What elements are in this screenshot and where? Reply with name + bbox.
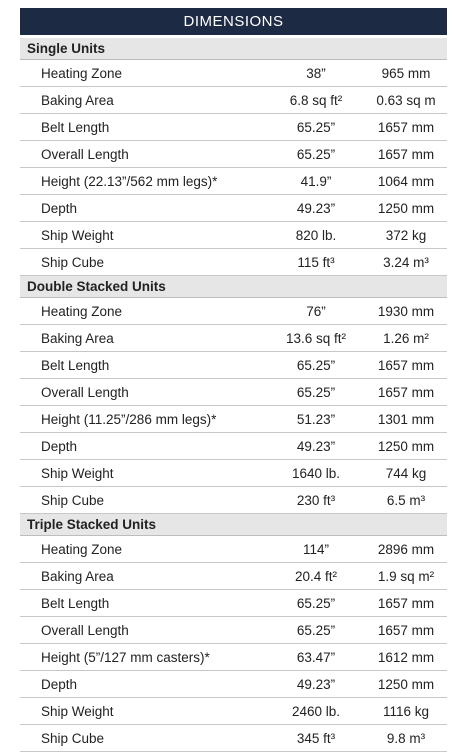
section-heading: Single Units [20,38,447,60]
row-label: Depth [41,439,78,454]
table-row [20,563,447,590]
table-row [20,725,447,752]
table-row [20,590,447,617]
imperial-value: 65.25” [296,623,336,638]
row-label: Baking Area [41,93,114,108]
section-heading: Triple Stacked Units [20,514,447,536]
imperial-value: 49.23” [296,677,336,692]
metric-value: 1657 mm [377,385,435,400]
metric-value: 1116 kg [382,704,430,719]
metric-value: 965 mm [381,66,431,81]
row-label: Height (22.13”/562 mm legs)* [41,174,218,189]
table-row [20,671,447,698]
row-label: Height (11.25”/286 mm legs)* [41,412,217,427]
table-row [20,222,447,249]
table-title: DIMENSIONS [20,8,447,35]
row-label: Overall Length [41,623,129,638]
metric-value: 1.9 sq m² [377,569,435,584]
metric-value: 1.26 m² [383,331,429,346]
table-row [20,249,447,276]
row-label: Height (5”/127 mm casters)* [41,650,210,665]
imperial-value: 1640 lb. [291,466,341,481]
table-row [20,406,447,433]
table-row [20,433,447,460]
table-row [20,195,447,222]
row-label: Overall Length [41,385,129,400]
metric-value: 2896 mm [377,542,435,557]
table-row [20,379,447,406]
row-label: Ship Cube [41,493,105,508]
imperial-value: 38” [306,66,326,81]
metric-value: 1657 mm [377,623,435,638]
row-label: Belt Length [41,120,110,135]
metric-value: 6.5 m³ [386,493,426,508]
row-label: Heating Zone [41,66,123,81]
imperial-value: 820 lb. [295,228,337,243]
table-row [20,60,447,87]
imperial-value: 65.25” [296,596,336,611]
table-row [20,168,447,195]
metric-value: 1930 mm [377,304,435,319]
metric-value: 0.63 sq m [376,93,436,108]
imperial-value: 20.4 ft² [294,569,338,584]
row-label: Belt Length [41,596,110,611]
imperial-value: 65.25” [296,120,336,135]
metric-value: 744 kg [385,466,427,481]
table-row [20,87,447,114]
row-label: Heating Zone [41,304,123,319]
table-row [20,536,447,563]
imperial-value: 49.23” [296,439,336,454]
metric-value: 1657 mm [377,358,435,373]
section-heading: Double Stacked Units [20,276,447,298]
row-label: Depth [41,201,78,216]
metric-value: 1612 mm [377,650,435,665]
table-row [20,487,447,514]
imperial-value: 230 ft³ [296,493,336,508]
row-label: Ship Cube [41,255,105,270]
table-row [20,114,447,141]
imperial-value: 13.6 sq ft² [285,331,347,346]
imperial-value: 114” [302,542,330,557]
metric-value: 1301 mm [377,412,435,427]
metric-value: 1064 mm [377,174,435,189]
imperial-value: 65.25” [296,358,336,373]
row-label: Ship Weight [41,228,114,243]
imperial-value: 2460 lb. [291,704,341,719]
table-row [20,644,447,671]
imperial-value: 345 ft³ [296,731,336,746]
table-row [20,325,447,352]
imperial-value: 65.25” [296,147,336,162]
imperial-value: 63.47” [296,650,336,665]
metric-value: 9.8 m³ [386,731,426,746]
metric-value: 3.24 m³ [383,255,429,270]
imperial-value: 6.8 sq ft² [289,93,343,108]
metric-value: 1250 mm [377,677,435,692]
row-label: Ship Cube [41,731,105,746]
metric-value: 1657 mm [377,147,435,162]
metric-value: 1250 mm [377,201,435,216]
table-row [20,352,447,379]
row-label: Depth [41,677,78,692]
row-label: Overall Length [41,147,129,162]
imperial-value: 41.9” [300,174,332,189]
table-row [20,141,447,168]
imperial-value: 51.23” [296,412,336,427]
row-label: Ship Weight [41,466,114,481]
imperial-value: 65.25” [296,385,336,400]
metric-value: 372 kg [385,228,427,243]
row-label: Baking Area [41,569,114,584]
row-label: Belt Length [41,358,110,373]
metric-value: 1657 mm [377,596,435,611]
row-label: Heating Zone [41,542,123,557]
imperial-value: 76” [306,304,326,319]
table-row [20,698,447,725]
imperial-value: 115 ft³ [297,255,335,270]
table-row [20,617,447,644]
row-label: Baking Area [41,331,114,346]
table-row [20,298,447,325]
row-label: Ship Weight [41,704,114,719]
metric-value: 1657 mm [377,120,435,135]
imperial-value: 49.23” [296,201,336,216]
table-row [20,460,447,487]
metric-value: 1250 mm [377,439,435,454]
